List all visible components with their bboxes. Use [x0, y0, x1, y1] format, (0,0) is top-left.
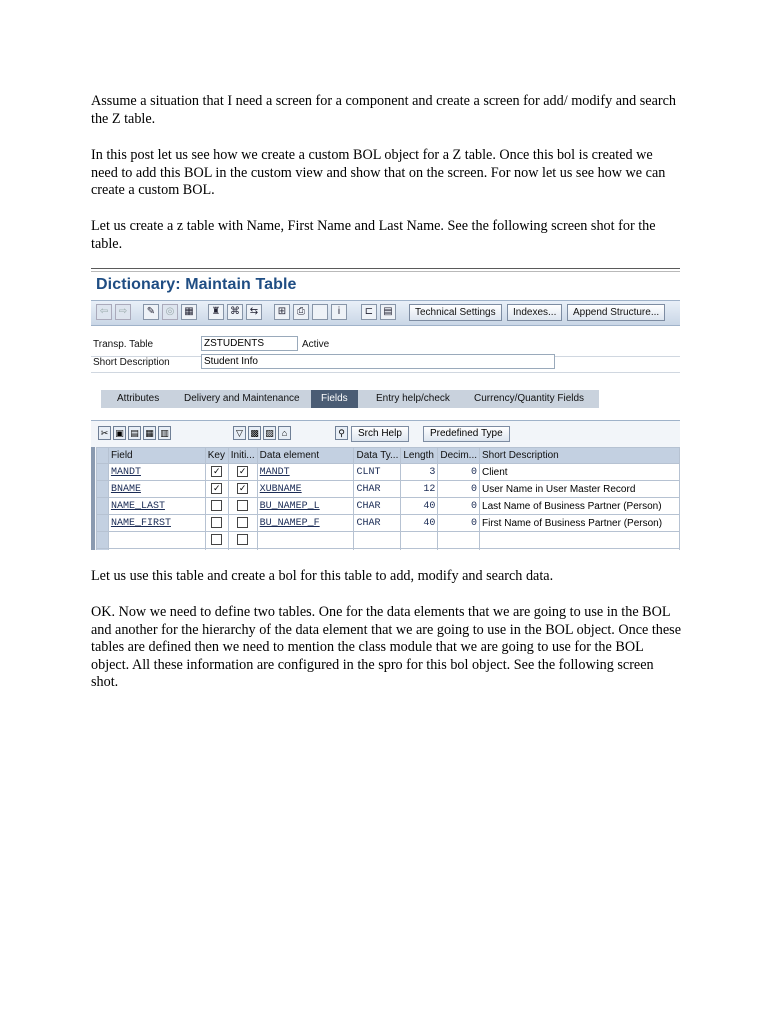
length-cell: 3: [401, 464, 438, 481]
length-cell: [401, 532, 438, 549]
table-row: [97, 481, 680, 498]
tab-delivery-maintenance[interactable]: Delivery and Maintenance: [184, 393, 300, 404]
column-header-decimals[interactable]: Decim...: [438, 448, 480, 464]
initial-checkbox[interactable]: [237, 534, 248, 545]
short-description-cell: [480, 532, 680, 549]
predefined-type-button[interactable]: Predefined Type: [423, 426, 510, 442]
tab-strip: [91, 390, 680, 408]
tab-fields[interactable]: Fields: [311, 390, 358, 408]
data-element-cell[interactable]: XUBNAME: [257, 481, 354, 498]
where-used-icon[interactable]: ⌘: [227, 304, 243, 320]
row-selector-bar: [91, 447, 95, 550]
column-header-data-element[interactable]: Data element: [257, 448, 354, 464]
indexes-button[interactable]: Indexes...: [507, 304, 562, 321]
key-checkbox[interactable]: [211, 517, 222, 528]
paste-icon[interactable]: ▤: [128, 426, 141, 440]
top-rule: [91, 268, 680, 269]
intro-paragraph: Assume a situation that I need a screen for a component and create a screen for add/ modify and search the Z table.: [91, 93, 676, 127]
key-checkbox[interactable]: ✓: [212, 466, 221, 477]
short-description-label: Short Description: [93, 357, 170, 368]
details-icon[interactable]: ⌂: [278, 426, 291, 440]
screen-title: Dictionary: Maintain Table: [96, 276, 297, 293]
data-type-cell: CHAR: [354, 481, 401, 498]
data-type-cell: CHAR: [354, 498, 401, 515]
append-structure-button[interactable]: Append Structure...: [567, 304, 665, 321]
row-selector[interactable]: [97, 498, 109, 515]
table-row-empty: [97, 532, 680, 549]
delete-row-icon[interactable]: ▥: [158, 426, 171, 440]
search-help-button[interactable]: Srch Help: [351, 426, 409, 442]
check-icon[interactable]: ▦: [181, 304, 197, 320]
fields-pane: [91, 420, 680, 550]
table-header-row: [97, 448, 680, 464]
print-icon[interactable]: ⎙: [293, 304, 309, 320]
status-text: Active: [302, 339, 330, 350]
data-element-cell[interactable]: [257, 532, 354, 549]
decimals-cell: 0: [438, 464, 480, 481]
field-name-cell[interactable]: BNAME: [108, 481, 205, 498]
decimals-cell: 0: [438, 515, 480, 532]
data-element-cell[interactable]: MANDT: [257, 464, 354, 481]
row-selector[interactable]: [97, 532, 109, 549]
field-name-cell[interactable]: MANDT: [108, 464, 205, 481]
back-arrow-icon[interactable]: ⇦: [96, 304, 112, 320]
field-name-cell[interactable]: [108, 532, 205, 549]
short-description-cell: First Name of Business Partner (Person): [480, 515, 680, 532]
tab-attributes[interactable]: Attributes: [117, 393, 160, 404]
activate-icon[interactable]: ♜: [208, 304, 224, 320]
search-help-icon[interactable]: ⚲: [335, 426, 348, 440]
object-list-icon[interactable]: ⇆: [246, 304, 262, 320]
column-header-data-type[interactable]: Data Ty...: [354, 448, 401, 464]
decimals-cell: 0: [438, 481, 480, 498]
initial-checkbox[interactable]: ✓: [238, 483, 247, 494]
key-checkbox[interactable]: [211, 500, 222, 511]
short-description-field[interactable]: Student Info: [201, 354, 555, 369]
structure-icon[interactable]: ⊏: [361, 304, 377, 320]
length-cell: 12: [401, 481, 438, 498]
column-header-field[interactable]: Field: [108, 448, 205, 464]
data-type-cell: CHAR: [354, 515, 401, 532]
filter-icon[interactable]: ▽: [233, 426, 246, 440]
info-icon[interactable]: i: [331, 304, 347, 320]
row-selector[interactable]: [97, 481, 109, 498]
deselect-icon[interactable]: ▨: [263, 426, 276, 440]
hierarchy-icon[interactable]: ⊞: [274, 304, 290, 320]
decimals-cell: 0: [438, 498, 480, 515]
field-name-cell[interactable]: NAME_FIRST: [108, 515, 205, 532]
key-checkbox[interactable]: ✓: [212, 483, 221, 494]
ztable-paragraph: Let us create a z table with Name, First Name and Last Name. See the following screen shot for the table.: [91, 218, 656, 252]
table-contents-icon[interactable]: ▤: [380, 304, 396, 320]
row-selector[interactable]: [97, 464, 109, 481]
column-header-initial[interactable]: Initi...: [228, 448, 257, 464]
tab-entry-help-check[interactable]: Entry help/check: [376, 393, 450, 404]
transp-table-label: Transp. Table: [93, 339, 154, 350]
data-type-cell: CLNT: [354, 464, 401, 481]
separator-line: [91, 372, 680, 373]
length-cell: 40: [401, 515, 438, 532]
cut-icon[interactable]: ✂: [98, 426, 111, 440]
technical-settings-button[interactable]: Technical Settings: [409, 304, 502, 321]
initial-checkbox[interactable]: [237, 517, 248, 528]
length-cell: 40: [401, 498, 438, 515]
other-object-icon[interactable]: ◎: [162, 304, 178, 320]
initial-checkbox[interactable]: ✓: [238, 466, 247, 477]
blank-icon[interactable]: [312, 304, 328, 320]
short-description-cell: User Name in User Master Record: [480, 481, 680, 498]
bol-usage-paragraph: Let us use this table and create a bol for this table to add, modify and search data.: [91, 568, 554, 584]
copy-icon[interactable]: ▣: [113, 426, 126, 440]
row-selector[interactable]: [97, 549, 109, 551]
insert-row-icon[interactable]: ▦: [143, 426, 156, 440]
short-description-cell: Last Name of Business Partner (Person): [480, 498, 680, 515]
forward-arrow-icon[interactable]: ⇨: [115, 304, 131, 320]
sap-table-screenshot: [91, 268, 680, 550]
display-change-icon[interactable]: ✎: [143, 304, 159, 320]
data-element-cell[interactable]: BU_NAMEP_F: [257, 515, 354, 532]
tab-currency-quantity-fields[interactable]: Currency/Quantity Fields: [474, 393, 585, 404]
bol-paragraph: In this post let us see how we create a custom BOL object for a Z table. Once this bol is created we need to add this BOL in the custom view and show that on the screen. For now let us see how we can create a custom BOL.: [91, 147, 666, 199]
fields-table: [96, 447, 680, 550]
select-all-cell[interactable]: [97, 448, 109, 464]
define-tables-paragraph: OK. Now we need to define two tables. One for the data elements that we are going to use in the BOL and another for the hierarchy of the data element that we are going to use in the BOL object. Once these tables are defined then we need to mention the class module that we are going to use for the BOL object. All these information are configured in the spro for this bol object. See the following screen shot.: [91, 604, 681, 691]
decimals-cell: [438, 532, 480, 549]
column-header-key[interactable]: Key: [205, 448, 228, 464]
field-name-cell[interactable]: NAME_LAST: [108, 498, 205, 515]
data-type-cell: [354, 532, 401, 549]
key-checkbox[interactable]: [211, 534, 222, 545]
short-description-cell: Client: [480, 464, 680, 481]
top-rule-2: [91, 271, 680, 272]
table-row: [97, 515, 680, 532]
select-all-icon[interactable]: ▩: [248, 426, 261, 440]
column-header-short-description[interactable]: Short Description: [480, 448, 680, 464]
application-toolbar: [91, 300, 680, 326]
table-row: [97, 464, 680, 481]
data-element-cell[interactable]: BU_NAMEP_L: [257, 498, 354, 515]
table-row-empty: [97, 549, 680, 551]
table-row: [97, 498, 680, 515]
initial-checkbox[interactable]: [237, 500, 248, 511]
transp-table-field[interactable]: ZSTUDENTS: [201, 336, 298, 351]
row-selector[interactable]: [97, 515, 109, 532]
column-header-length[interactable]: Length: [401, 448, 438, 464]
